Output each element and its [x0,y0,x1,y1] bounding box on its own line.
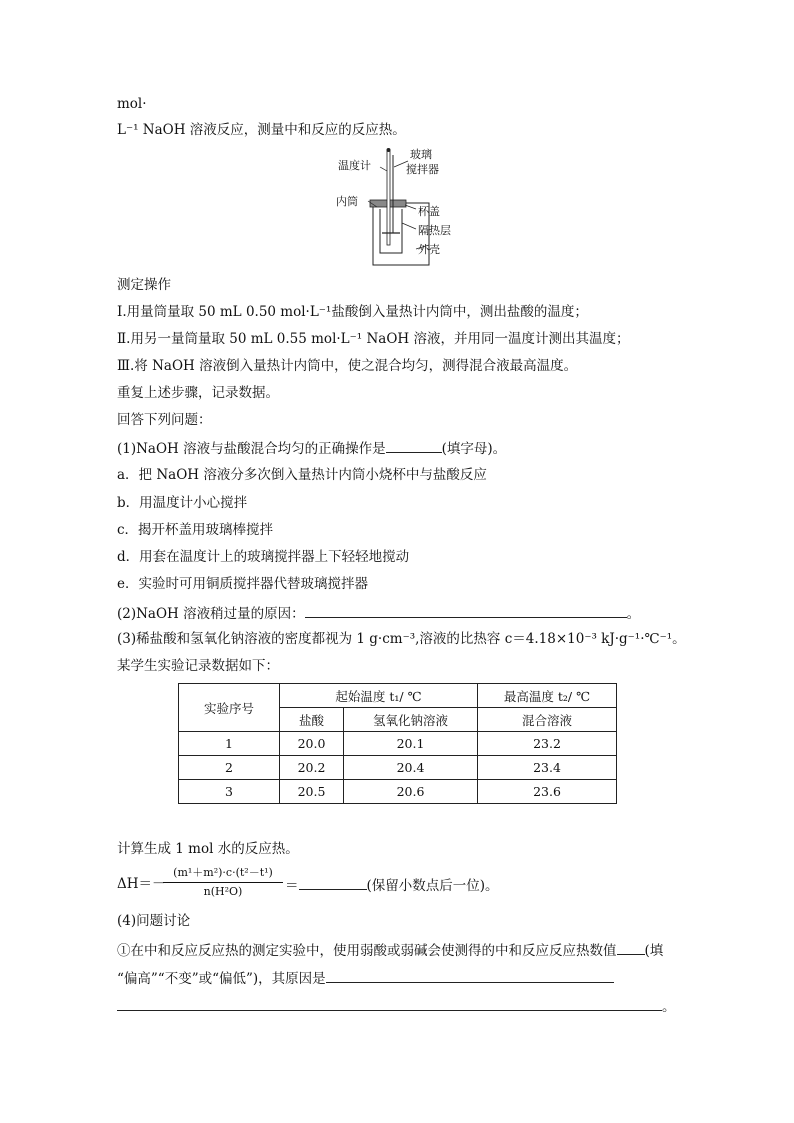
table-row [179,732,617,756]
answer-prompt: 回答下列问题： [117,412,212,428]
cell-naoh: 20.4 [344,756,478,780]
formula-tail: (保留小数点后一位)。 [366,878,499,894]
cell-mix: 23.6 [478,780,617,804]
q1-stem [117,438,506,458]
q4-line-1 [117,940,663,960]
formula-denominator: n(H²O) [203,885,243,898]
q4-reason-blank-1[interactable] [326,968,614,983]
q1-option-b: b．用温度计小心搅拌 [117,495,248,511]
q4-line1-before: ①在中和反应反应热的测定实验中，使用弱酸或弱碱会使测得的中和反应反应热数值 [117,943,617,959]
q4-value-blank[interactable] [617,940,645,955]
q1-option-c: c．揭开杯盖用玻璃棒搅拌 [117,522,274,538]
table-row [179,756,617,780]
cell-hcl: 20.5 [280,780,344,804]
q4-line1-after: (填 [644,943,664,959]
q3-answer-blank[interactable] [299,875,367,890]
q1-option-d: d．用套在温度计上的玻璃搅拌器上下轻轻地搅动 [117,549,410,565]
subheader-mix: 混合溶液 [478,708,617,732]
label-glass: 玻璃 [410,148,432,161]
header-max-temp: 最高温度 t₂/ ℃ [478,684,617,708]
cell-mix: 23.2 [478,732,617,756]
cell-mix: 23.4 [478,756,617,780]
q2-answer-blank[interactable] [305,603,627,618]
label-thermometer: 温度计 [338,159,371,172]
q4-line2-text: “偏高”“不变”或“偏低”)，其原因是 [117,971,326,987]
thermometer-shape [387,151,390,245]
q2-stem-after: 。 [626,606,641,622]
q4-reason-blank-2[interactable] [117,996,662,1011]
q1-option-e: e．实验时可用铜质搅拌器代替玻璃搅拌器 [117,576,368,592]
formula-lhs: ΔH＝－ [117,876,166,892]
label-insulation: 隔热层 [418,224,451,237]
formula-fraction [163,864,283,898]
q4-line-3 [117,996,676,1016]
cell-hcl: 20.2 [280,756,344,780]
cell-naoh: 20.1 [344,732,478,756]
q4-line-2 [117,968,614,988]
q2-stem-before: (2)NaOH 溶液稍过量的原因： [117,606,305,622]
q4-title: (4)问题讨论 [117,913,191,929]
procedure-step-2: Ⅱ.用另一量筒量取 50 mL 0.55 mol·L⁻¹ NaOH 溶液，并用同一温度计测出其温度； [117,331,630,347]
procedure-repeat: 重复上述步骤，记录数据。 [117,385,279,401]
label-inner: 内筒 [336,195,358,208]
procedure-step-3: Ⅲ.将 NaOH 溶液倒入量热计内筒中，使之混合均匀，测得混合液最高温度。 [117,358,578,374]
label-lid: 杯盖 [418,205,440,218]
calorimeter-diagram [330,145,480,270]
q3-intro: 某学生实验记录数据如下： [117,658,279,674]
cell-trial: 3 [179,780,280,804]
cell-naoh: 20.6 [344,780,478,804]
inner-vessel-shape [380,209,402,253]
procedure-step-1: Ⅰ.用量筒量取 50 mL 0.50 mol·L⁻¹盐酸倒入量热计内筒中，测出盐酸的温度； [117,304,588,320]
experiment-data-table [178,683,617,804]
q2-stem [117,603,640,623]
q3-stem: (3)稀盐酸和氢氧化钠溶液的密度都视为 1 g·cm⁻³,溶液的比热容 c＝4.18×10⁻³ kJ·g⁻¹·℃⁻¹。 [117,631,686,647]
q1-stem-after: (填字母)。 [441,441,507,457]
header-line-1: mol· [117,96,147,112]
formula-numerator: (m¹＋m²)·c·(t²－t¹) [163,864,283,883]
table-row [179,780,617,804]
cell-trial: 1 [179,732,280,756]
q1-option-a: a．把 NaOH 溶液分多次倒入量热计内筒小烧杯中与盐酸反应 [117,467,487,483]
cell-trial: 2 [179,756,280,780]
label-shell: 外壳 [418,243,440,256]
q4-line3-end: 。 [662,999,676,1015]
formula-equals: ＝ [285,878,299,894]
header-line-2: L⁻¹ NaOH 溶液反应，测量中和反应的反应热。 [117,122,406,138]
q1-answer-blank[interactable] [386,438,442,453]
label-stirrer: 搅拌器 [406,163,439,176]
procedure-title: 测定操作 [117,277,171,293]
header-trial: 实验序号 [179,684,280,732]
q3-calc-prompt: 计算生成 1 mol 水的反应热。 [117,841,299,857]
formula-rhs [285,875,499,895]
header-start-temp: 起始温度 t₁/ ℃ [280,684,478,708]
subheader-hcl: 盐酸 [280,708,344,732]
q1-stem-before: (1)NaOH 溶液与盐酸混合均匀的正确操作是 [117,441,386,457]
subheader-naoh: 氢氧化钠溶液 [344,708,478,732]
cell-hcl: 20.0 [280,732,344,756]
